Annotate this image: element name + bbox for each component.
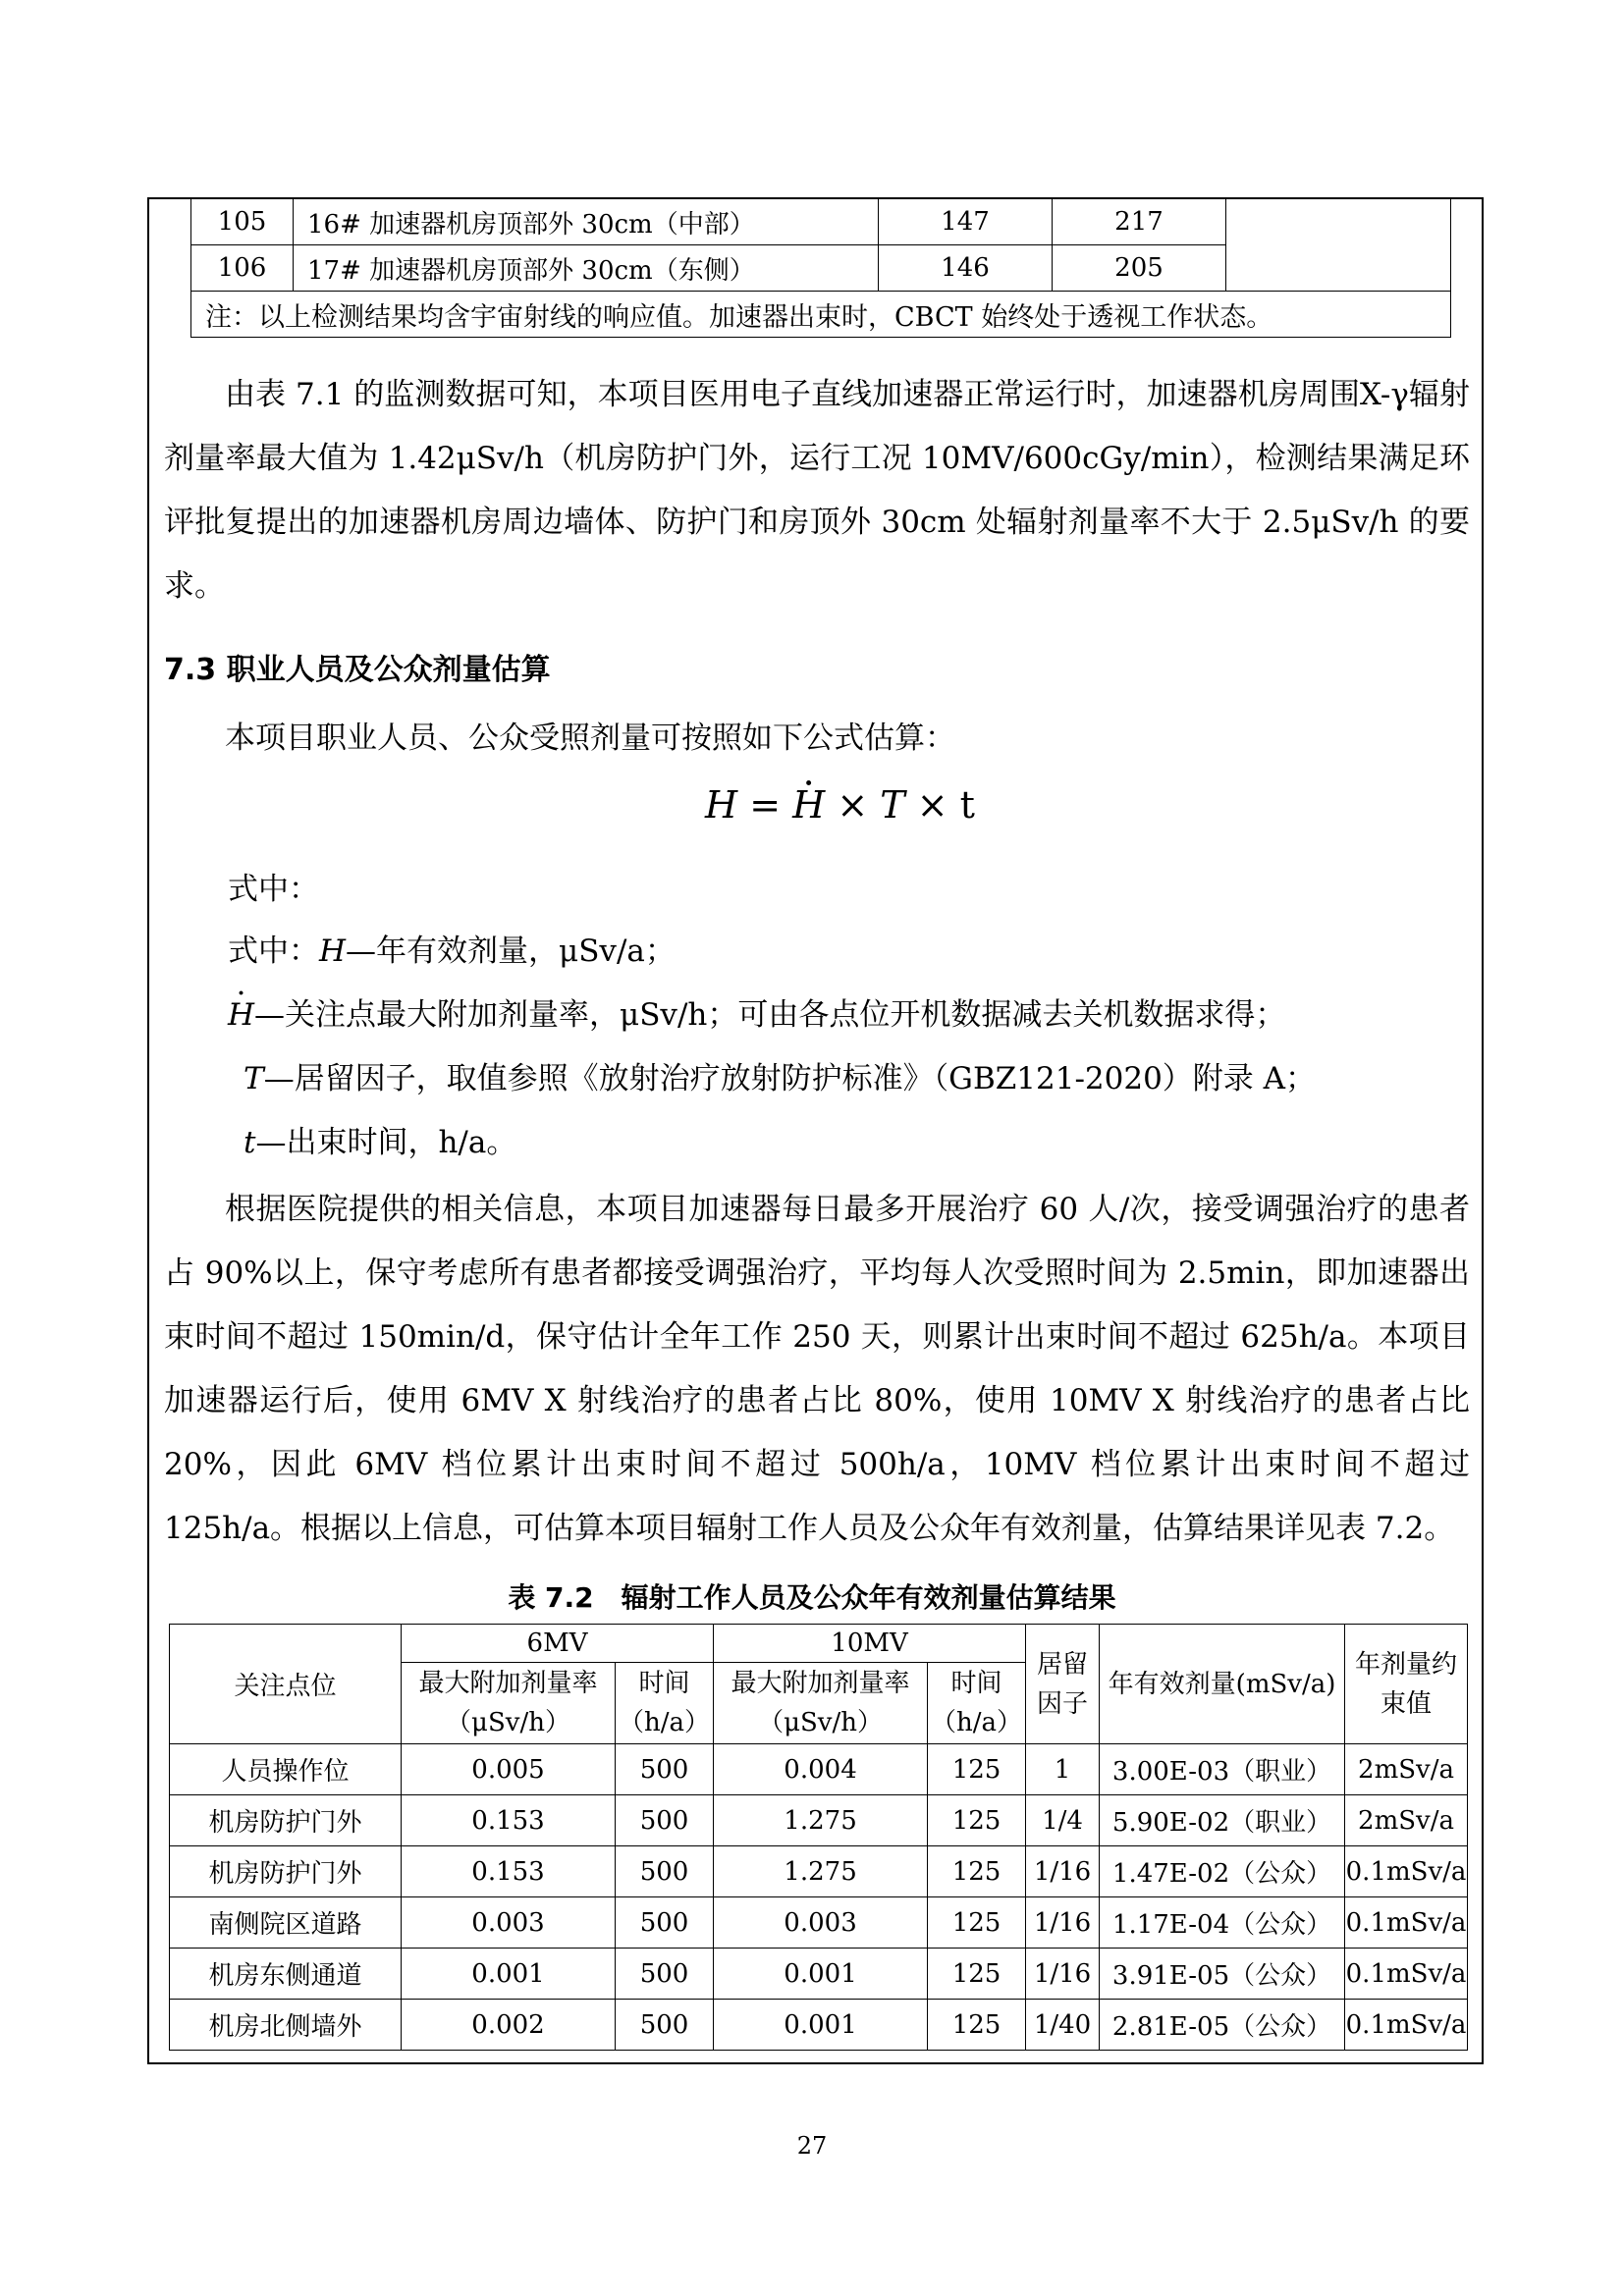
cell-location: 机房防护门外 [170,1795,402,1846]
cell-rate-10mv: 1.275 [714,1846,928,1897]
cell-rate-6mv: 0.005 [402,1744,616,1795]
dose-estimate-table [169,1624,1468,2051]
paragraph-estimation-basis: 根据医院提供的相关信息，本项目加速器每日最多开展治疗 60 人/次，接受调强治疗的患者占 90%以上，保守考虑所有患者都接受调强治疗，平均每人次受照时间为 2.5min，即加速器出束时间不超过 150min/d，保守估计全年工作 250 天，则累计出束时间不超过 625h/a。本项目加速器运行后，使用 6MV X 射线治疗的患者占比 80%，使用 10MV X 射线治疗的患者占比 20%，因此 6MV 档位累计出束时间不超过 500h/a，10MV 档位累计出束时间不超过 125h/a。根据以上信息，可估算本项目辐射工作人员及公众年有效剂量，估算结果详见表 7.2。 [164,1192,1470,1546]
formula-t-time: t [959,783,975,827]
header-6mv: 6MV [402,1625,714,1663]
def-symbol: t [244,1125,256,1160]
table-row [191,199,1451,245]
cell-location: 人员操作位 [170,1744,402,1795]
cell-annual-dose: 3.91E-05（公众） [1100,1949,1345,2000]
cell-dose-limit: 0.1mSv/a [1345,2000,1468,2051]
paragraph-formula-intro: 本项目职业人员、公众受照剂量可按照如下公式估算： [225,721,955,756]
def-text: —年有效剂量，μSv/a； [346,934,676,969]
header-rate-10mv: 最大附加剂量率（μSv/h） [714,1663,928,1744]
definition-hdot [228,989,1285,1034]
table-row [170,2000,1468,2051]
cell-time-6mv: 500 [616,1846,714,1897]
value-on: 217 [1053,199,1226,245]
header-time-10mv: 时间（h/a） [928,1663,1026,1744]
header-dose-limit: 年剂量约束值 [1345,1625,1468,1744]
cell-annual-dose: 1.47E-02（公众） [1100,1846,1345,1897]
cell-rate-6mv: 0.153 [402,1795,616,1846]
cell-annual-dose: 1.17E-04（公众） [1100,1897,1345,1949]
formula-h: H [705,783,738,827]
cell-time-6mv: 500 [616,1795,714,1846]
cell-rate-10mv: 0.004 [714,1744,928,1795]
table-note: 注：以上检测结果均含宇宙射线的响应值。加速器出束时，CBCT 始终处于透视工作状态。 [191,292,1451,338]
def-symbol: · H [228,997,254,1033]
def-symbol: T [244,1061,264,1096]
table-row [170,1795,1468,1846]
cell-rate-6mv: 0.002 [402,2000,616,2051]
cell-annual-dose: 5.90E-02（职业） [1100,1795,1345,1846]
cell-occupancy: 1 [1026,1744,1100,1795]
cell-location: 机房防护门外 [170,1846,402,1897]
def-text: —关注点最大附加剂量率，μSv/h；可由各点位开机数据减去关机数据求得； [254,997,1286,1033]
cell-time-6mv: 500 [616,1744,714,1795]
cell-time-10mv: 125 [928,1846,1026,1897]
cell-rate-6mv: 0.153 [402,1846,616,1897]
cell-rate-10mv: 0.003 [714,1897,928,1949]
paragraph-monitoring-summary: 由表 7.1 的监测数据可知，本项目医用电子直线加速器正常运行时，加速器机房周围X-γ辐射剂量率最大值为 1.42μSv/h（机房防护门外，运行工况 10MV/600cGy/min），检测结果满足环评批复提出的加速器机房周边墙体、防护门和房顶外 30cm 处辐射剂量率不大于 2.5μSv/h 的要求。 [164,377,1470,604]
cell-occupancy: 1/4 [1026,1795,1100,1846]
cell-rate-10mv: 1.275 [714,1795,928,1846]
formula-times: × [904,783,960,827]
cell-location: 机房东侧通道 [170,1949,402,2000]
definition-t [244,1053,1316,1097]
empty-cell [1226,199,1451,292]
cell-time-10mv: 125 [928,1744,1026,1795]
table-row [170,1897,1468,1949]
cell-occupancy: 1/16 [1026,1897,1100,1949]
def-text: —居留因子，取值参照《放射治疗放射防护标准》（GBZ121-2020）附录 A； [263,1061,1317,1096]
definition-h [228,926,676,970]
value-off: 146 [879,245,1053,292]
def-text: —出束时间，h/a。 [255,1125,517,1160]
cell-location: 南侧院区道路 [170,1897,402,1949]
row-number: 105 [191,199,294,245]
header-rate-6mv: 最大附加剂量率（μSv/h） [402,1663,616,1744]
cell-time-10mv: 125 [928,2000,1026,2051]
formula-times: × [825,783,881,827]
cell-annual-dose: 2.81E-05（公众） [1100,2000,1345,2051]
cell-time-10mv: 125 [928,1949,1026,2000]
cell-time-6mv: 500 [616,1949,714,2000]
cell-time-6mv: 500 [616,1897,714,1949]
cell-occupancy: 1/16 [1026,1846,1100,1897]
value-on: 205 [1053,245,1226,292]
table-row [170,1744,1468,1795]
table-row [170,1949,1468,2000]
monitoring-table-continuation [190,198,1451,338]
measure-location: 17# 加速器机房顶部外 30cm（东侧） [294,245,879,292]
table-header-row [170,1625,1468,1663]
page-number: 27 [796,2132,828,2160]
cell-dose-limit: 2mSv/a [1345,1795,1468,1846]
cell-time-6mv: 500 [616,2000,714,2051]
header-10mv: 10MV [714,1625,1026,1663]
cell-rate-10mv: 0.001 [714,2000,928,2051]
cell-occupancy: 1/40 [1026,2000,1100,2051]
table-row [170,1846,1468,1897]
cell-rate-6mv: 0.003 [402,1897,616,1949]
cell-occupancy: 1/16 [1026,1949,1100,2000]
cell-time-10mv: 125 [928,1795,1026,1846]
definition-time [244,1117,516,1161]
cell-dose-limit: 0.1mSv/a [1345,1846,1468,1897]
cell-location: 机房北侧墙外 [170,2000,402,2051]
section-heading: 7.3 职业人员及公众剂量估算 [164,653,551,687]
measure-location: 16# 加速器机房顶部外 30cm（中部） [294,199,879,245]
cell-dose-limit: 0.1mSv/a [1345,1897,1468,1949]
row-number: 106 [191,245,294,292]
table-row [191,292,1451,338]
header-location: 关注点位 [170,1625,402,1744]
formula-equals: = [737,783,793,827]
cell-rate-10mv: 0.001 [714,1949,928,2000]
cell-dose-limit: 0.1mSv/a [1345,1949,1468,2000]
where-label: 式中： [228,872,319,907]
cell-dose-limit: 2mSv/a [1345,1744,1468,1795]
header-time-6mv: 时间（h/a） [616,1663,714,1744]
value-off: 147 [879,199,1053,245]
dose-formula [705,783,975,827]
def-prefix: 式中： [228,934,319,969]
table-caption: 表 7.2 辐射工作人员及公众年有效剂量估算结果 [508,1581,1116,1614]
def-symbol: H [319,934,347,969]
cell-time-10mv: 125 [928,1897,1026,1949]
header-occupancy: 居留因子 [1026,1625,1100,1744]
formula-hdot: · H [792,783,825,827]
cell-annual-dose: 3.00E-03（职业） [1100,1744,1345,1795]
formula-t-occupancy: T [880,783,905,827]
header-annual-dose: 年有效剂量(mSv/a) [1100,1625,1345,1744]
cell-rate-6mv: 0.001 [402,1949,616,2000]
